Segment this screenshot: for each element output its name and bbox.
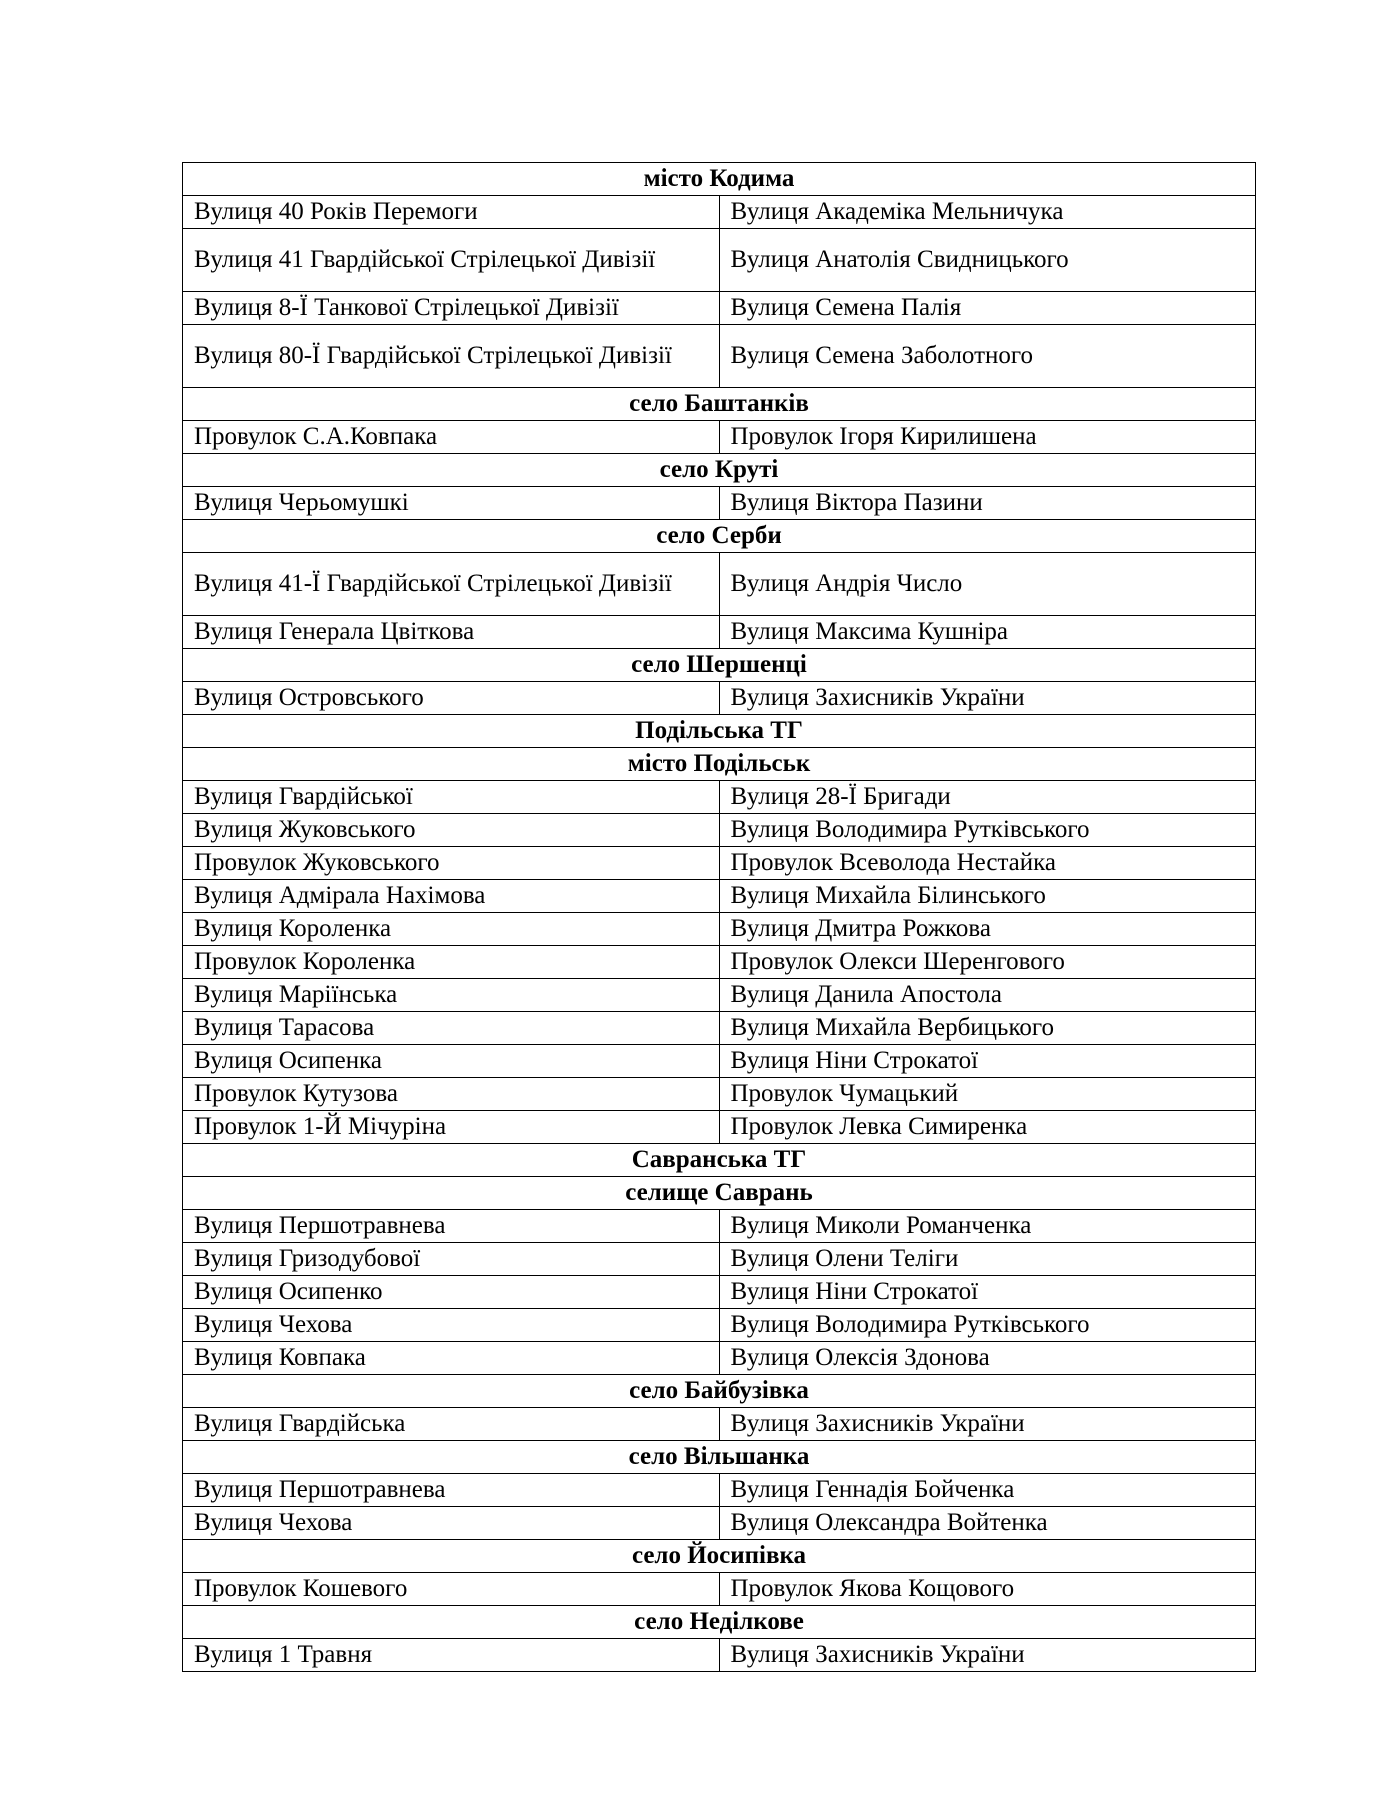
section-heading-row: [183, 649, 1256, 682]
new-street-name: Вулиця Ніни Строкатої: [719, 1045, 1256, 1078]
old-street-name: Вулиця Гризодубової: [183, 1243, 720, 1276]
section-heading-row: [183, 1441, 1256, 1474]
table-row: [183, 292, 1256, 325]
new-street-name: Вулиця Миколи Романченка: [719, 1210, 1256, 1243]
new-street-name: Вулиця Володимира Рутківського: [719, 1309, 1256, 1342]
section-heading: Подільська ТГ: [183, 715, 1256, 748]
section-heading: місто Кодима: [183, 163, 1256, 196]
old-street-name: Провулок 1-Й Мічуріна: [183, 1111, 720, 1144]
table-row: [183, 1210, 1256, 1243]
old-street-name: Провулок С.А.Ковпака: [183, 421, 720, 454]
old-street-name: Вулиця Ковпака: [183, 1342, 720, 1375]
new-street-name: Вулиця Дмитра Рожкова: [719, 913, 1256, 946]
new-street-name: Провулок Левка Симиренка: [719, 1111, 1256, 1144]
new-street-name: Вулиця Максима Кушніра: [719, 616, 1256, 649]
section-heading-row: [183, 520, 1256, 553]
new-street-name: Провулок Олекси Шеренгового: [719, 946, 1256, 979]
document-page: [182, 162, 1256, 1672]
section-heading: село Неділкове: [183, 1606, 1256, 1639]
section-heading: селище Саврань: [183, 1177, 1256, 1210]
new-street-name: Вулиця Володимира Рутківського: [719, 814, 1256, 847]
table-row: [183, 616, 1256, 649]
table-row: [183, 781, 1256, 814]
table-row: [183, 229, 1256, 292]
section-heading-row: [183, 1144, 1256, 1177]
section-heading: Савранська ТГ: [183, 1144, 1256, 1177]
section-heading-row: [183, 454, 1256, 487]
old-street-name: Провулок Кутузова: [183, 1078, 720, 1111]
table-row: [183, 979, 1256, 1012]
section-heading-row: [183, 1375, 1256, 1408]
old-street-name: Вулиця Жуковського: [183, 814, 720, 847]
old-street-name: Вулиця Адмірала Нахімова: [183, 880, 720, 913]
section-heading-row: [183, 1540, 1256, 1573]
old-street-name: Вулиця Островського: [183, 682, 720, 715]
old-street-name: Провулок Короленка: [183, 946, 720, 979]
old-street-name: Вулиця 41 Гвардійської Стрілецької Дивізії: [183, 229, 720, 292]
new-street-name: Вулиця Олександра Войтенка: [719, 1507, 1256, 1540]
table-row: [183, 1309, 1256, 1342]
new-street-name: Вулиця Данила Апостола: [719, 979, 1256, 1012]
table-row: [183, 1012, 1256, 1045]
old-street-name: Вулиця Осипенка: [183, 1045, 720, 1078]
table-body: [183, 163, 1256, 1672]
new-street-name: Вулиця Захисників України: [719, 1639, 1256, 1672]
section-heading: село Вільшанка: [183, 1441, 1256, 1474]
new-street-name: Вулиця Анатолія Свидницького: [719, 229, 1256, 292]
section-heading: село Баштанків: [183, 388, 1256, 421]
table-row: [183, 682, 1256, 715]
table-row: [183, 1408, 1256, 1441]
old-street-name: Вулиця Гвардійська: [183, 1408, 720, 1441]
new-street-name: Вулиця Віктора Пазини: [719, 487, 1256, 520]
new-street-name: Вулиця 28-Ї Бригади: [719, 781, 1256, 814]
old-street-name: Вулиця Першотравнева: [183, 1474, 720, 1507]
section-heading: село Серби: [183, 520, 1256, 553]
section-heading-row: [183, 163, 1256, 196]
table-row: [183, 421, 1256, 454]
old-street-name: Вулиця 1 Травня: [183, 1639, 720, 1672]
new-street-name: Вулиця Семена Заболотного: [719, 325, 1256, 388]
section-heading: місто Подільськ: [183, 748, 1256, 781]
old-street-name: Провулок Кошевого: [183, 1573, 720, 1606]
old-street-name: Вулиця Тарасова: [183, 1012, 720, 1045]
new-street-name: Вулиця Захисників України: [719, 682, 1256, 715]
section-heading-row: [183, 1606, 1256, 1639]
section-heading-row: [183, 748, 1256, 781]
table-row: [183, 1507, 1256, 1540]
table-row: [183, 1639, 1256, 1672]
table-row: [183, 1474, 1256, 1507]
old-street-name: Вулиця Гвардійської: [183, 781, 720, 814]
new-street-name: Вулиця Олени Теліги: [719, 1243, 1256, 1276]
table-row: [183, 1276, 1256, 1309]
new-street-name: Вулиця Семена Палія: [719, 292, 1256, 325]
new-street-name: Вулиця Михайла Вербицького: [719, 1012, 1256, 1045]
table-row: [183, 847, 1256, 880]
new-street-name: Провулок Якова Кощового: [719, 1573, 1256, 1606]
table-row: [183, 1045, 1256, 1078]
old-street-name: Вулиця Чехова: [183, 1309, 720, 1342]
new-street-name: Вулиця Геннадія Бойченка: [719, 1474, 1256, 1507]
section-heading: село Байбузівка: [183, 1375, 1256, 1408]
table-row: [183, 1342, 1256, 1375]
table-row: [183, 1111, 1256, 1144]
new-street-name: Провулок Чумацький: [719, 1078, 1256, 1111]
table-row: [183, 946, 1256, 979]
table-row: [183, 1573, 1256, 1606]
old-street-name: Вулиця 80-Ї Гвардійської Стрілецької Дивізії: [183, 325, 720, 388]
table-row: [183, 553, 1256, 616]
section-heading-row: [183, 715, 1256, 748]
old-street-name: Вулиця Короленка: [183, 913, 720, 946]
new-street-name: Вулиця Андрія Число: [719, 553, 1256, 616]
section-heading-row: [183, 1177, 1256, 1210]
table-row: [183, 1078, 1256, 1111]
table-row: [183, 814, 1256, 847]
table-row: [183, 487, 1256, 520]
new-street-name: Вулиця Захисників України: [719, 1408, 1256, 1441]
new-street-name: Провулок Ігоря Кирилишена: [719, 421, 1256, 454]
old-street-name: Вулиця Чехова: [183, 1507, 720, 1540]
old-street-name: Вулиця Маріїнська: [183, 979, 720, 1012]
old-street-name: Вулиця Першотравнева: [183, 1210, 720, 1243]
table-row: [183, 1243, 1256, 1276]
table-row: [183, 913, 1256, 946]
section-heading: село Шершенці: [183, 649, 1256, 682]
table-row: [183, 325, 1256, 388]
new-street-name: Вулиця Академіка Мельничука: [719, 196, 1256, 229]
new-street-name: Вулиця Михайла Білинського: [719, 880, 1256, 913]
section-heading: село Йосипівка: [183, 1540, 1256, 1573]
table-row: [183, 196, 1256, 229]
section-heading-row: [183, 388, 1256, 421]
new-street-name: Вулиця Ніни Строкатої: [719, 1276, 1256, 1309]
old-street-name: Вулиця 8-Ї Танкової Стрілецької Дивізії: [183, 292, 720, 325]
table-row: [183, 880, 1256, 913]
old-street-name: Вулиця Осипенко: [183, 1276, 720, 1309]
old-street-name: Вулиця Черьомушкі: [183, 487, 720, 520]
old-street-name: Вулиця Генерала Цвіткова: [183, 616, 720, 649]
old-street-name: Вулиця 41-Ї Гвардійської Стрілецької Дивізії: [183, 553, 720, 616]
street-renaming-table: [182, 162, 1256, 1672]
old-street-name: Вулиця 40 Років Перемоги: [183, 196, 720, 229]
section-heading: село Круті: [183, 454, 1256, 487]
new-street-name: Вулиця Олексія Здонова: [719, 1342, 1256, 1375]
old-street-name: Провулок Жуковського: [183, 847, 720, 880]
new-street-name: Провулок Всеволода Нестайка: [719, 847, 1256, 880]
